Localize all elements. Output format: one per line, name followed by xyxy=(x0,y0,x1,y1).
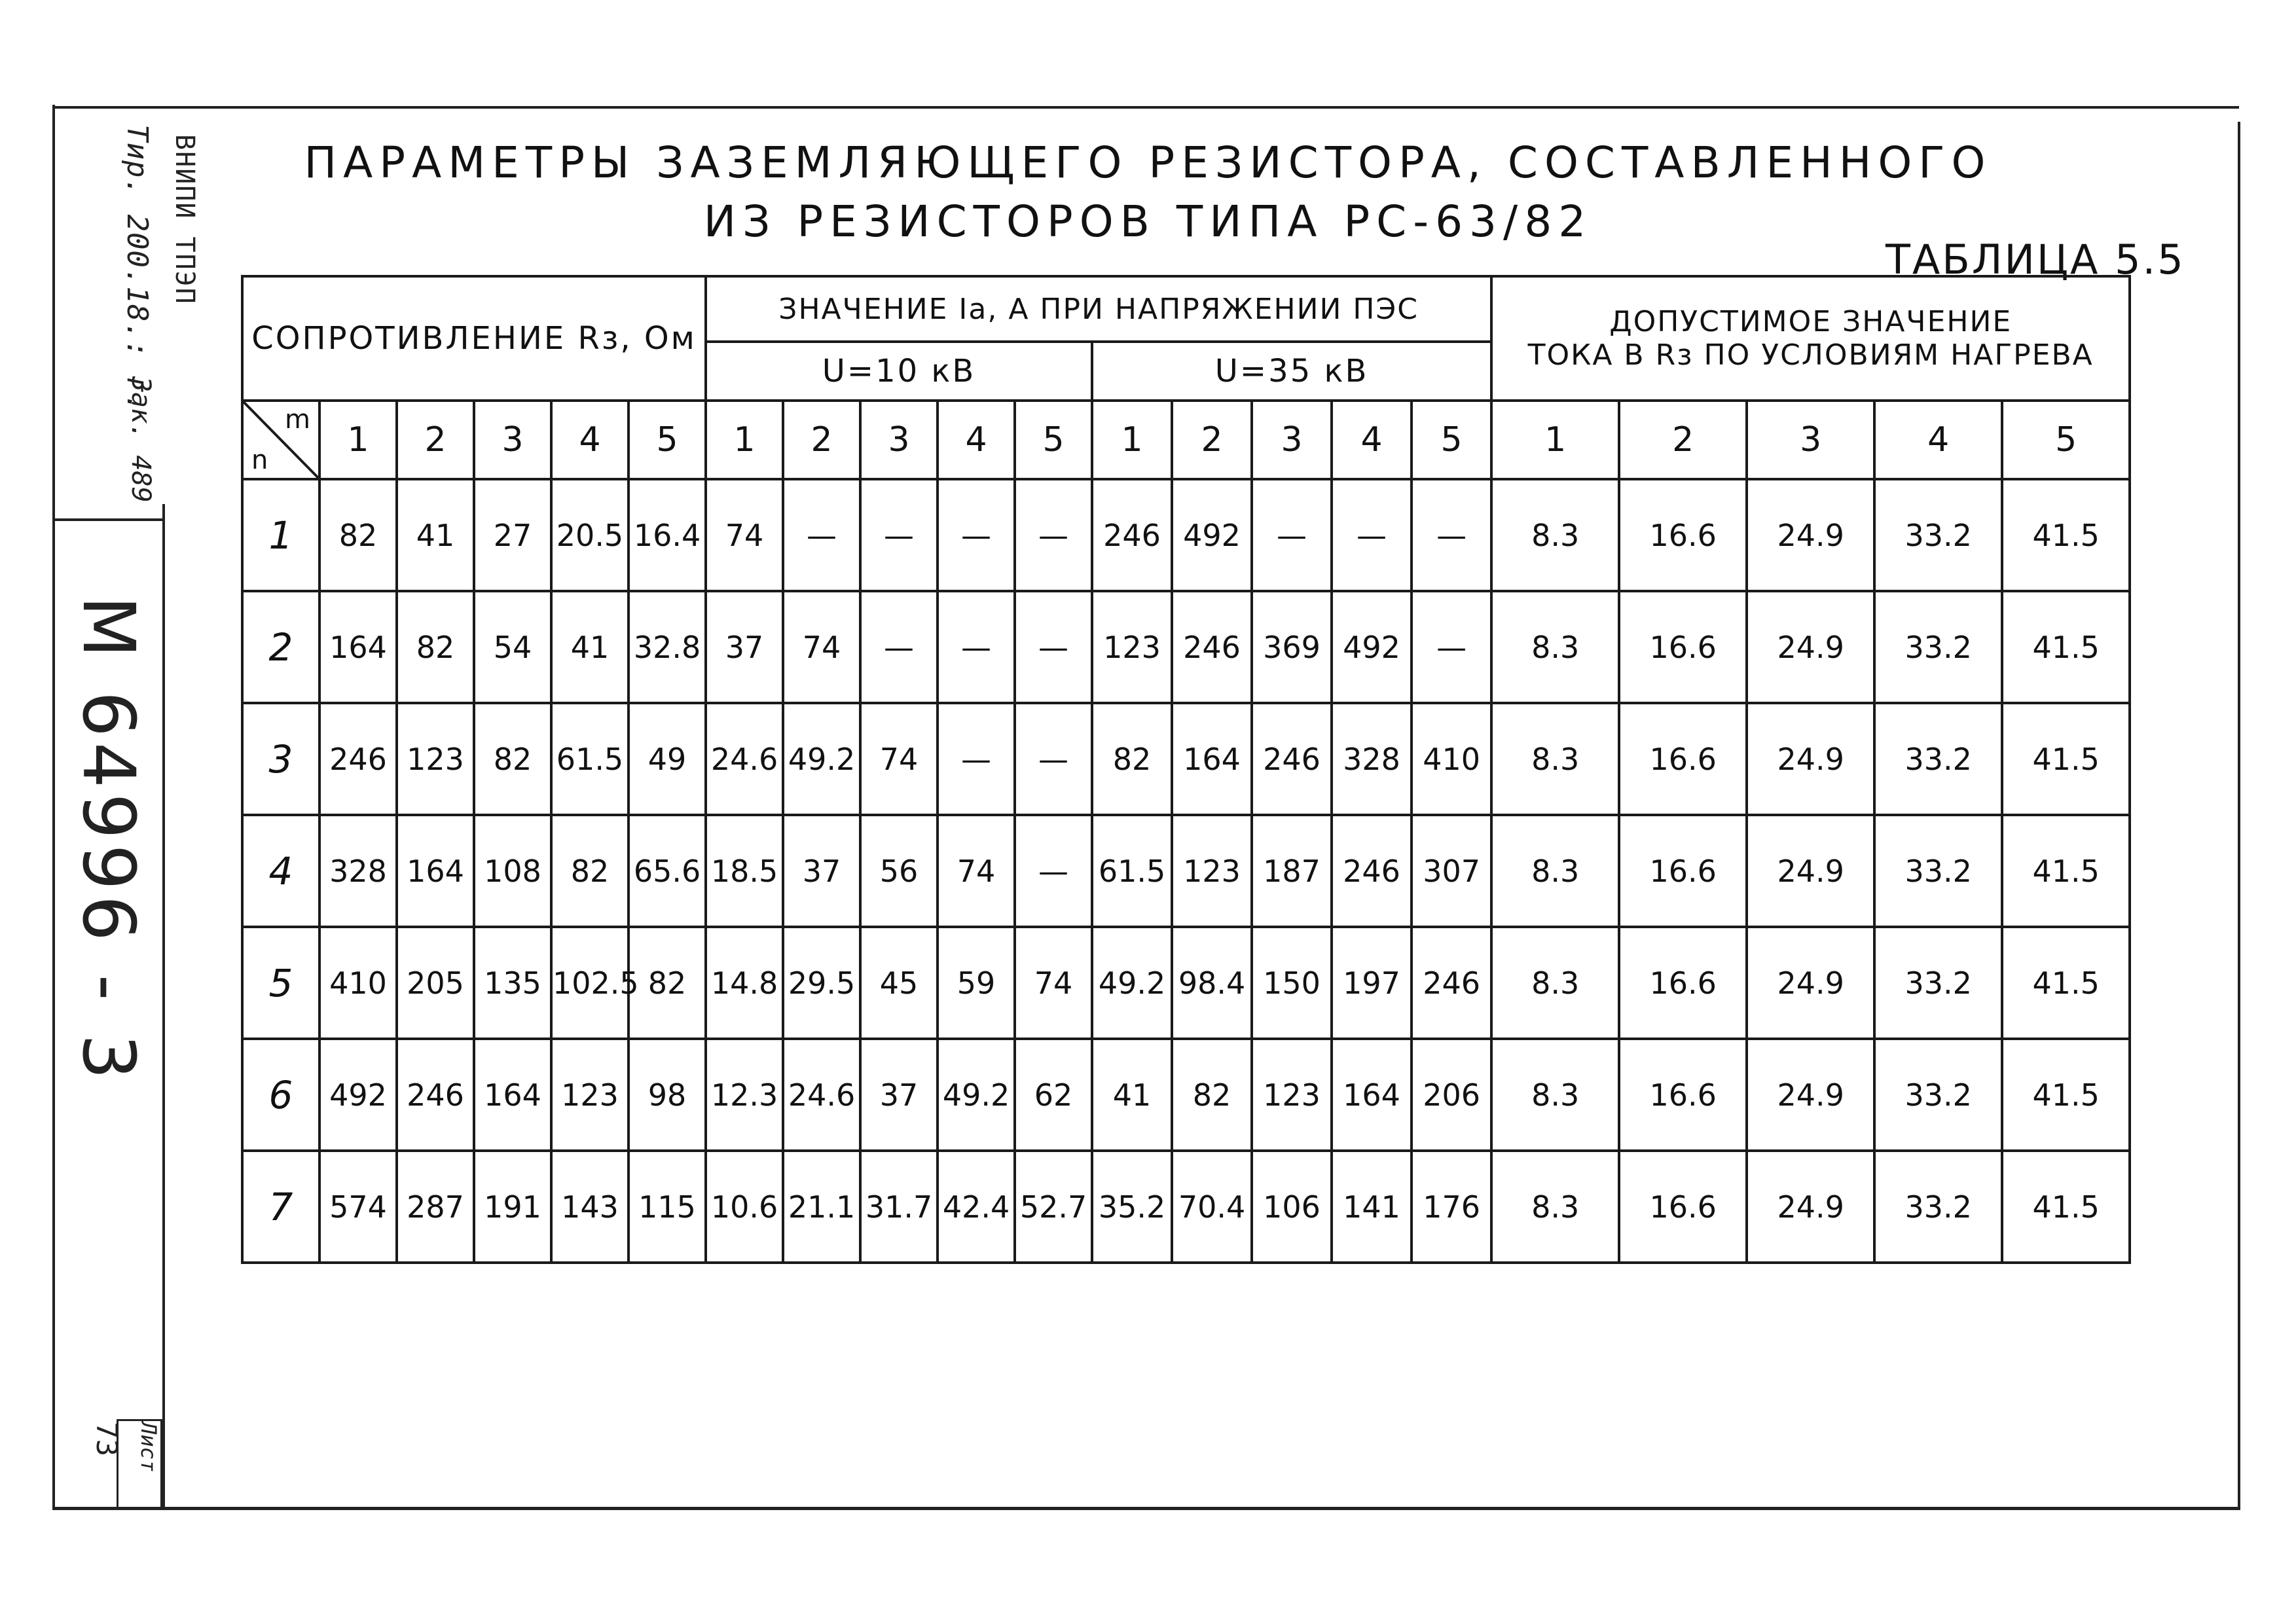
corner-n-label: n xyxy=(251,445,268,475)
document-number: М 64996 - 3 xyxy=(67,596,151,1085)
allowed-cell: 33.2 xyxy=(1874,815,2002,927)
corner-n-m-cell xyxy=(242,401,319,479)
sheet-label: Лист xyxy=(136,1422,161,1473)
i35-cell: 246 xyxy=(1412,927,1491,1039)
i35-cell: 246 xyxy=(1092,479,1172,591)
i10-cell: — xyxy=(1015,591,1092,703)
table-row xyxy=(242,591,2130,703)
col-number-i35-1: 1 xyxy=(1092,401,1172,479)
allowed-cell: 16.6 xyxy=(1619,479,1747,591)
table-number: ТАБЛИЦА 5.5 xyxy=(1886,236,2185,283)
sheet-number: 73 xyxy=(90,1422,123,1456)
i10-cell: 37 xyxy=(860,1039,938,1151)
header-row-1 xyxy=(242,276,2130,342)
resistance-cell: 123 xyxy=(551,1039,629,1151)
i35-cell: 35.2 xyxy=(1092,1151,1172,1263)
i35-cell: 141 xyxy=(1332,1151,1412,1263)
i35-cell: 307 xyxy=(1412,815,1491,927)
resistance-cell: 164 xyxy=(319,591,397,703)
current-group-header: ЗНАЧЕНИЕ Iа, А ПРИ НАПРЯЖЕНИИ ПЭС xyxy=(706,276,1491,342)
allowed-cell: 41.5 xyxy=(2002,479,2130,591)
allowed-cell: 33.2 xyxy=(1874,703,2002,815)
col-number-resistance-4: 4 xyxy=(551,401,629,479)
resistance-cell: 164 xyxy=(474,1039,551,1151)
allowed-cell: 16.6 xyxy=(1619,591,1747,703)
i35-cell: 49.2 xyxy=(1092,927,1172,1039)
voltage-10kv-header: U=10 кВ xyxy=(706,342,1092,401)
table-row xyxy=(242,1039,2130,1151)
allowed-cell: 41.5 xyxy=(2002,927,2130,1039)
i35-cell: 61.5 xyxy=(1092,815,1172,927)
resistance-cell: 98 xyxy=(629,1039,706,1151)
allowed-cell: 16.6 xyxy=(1619,1039,1747,1151)
allowed-cell: 16.6 xyxy=(1619,815,1747,927)
i10-cell: 49.2 xyxy=(783,703,860,815)
row-n-label: 7 xyxy=(242,1151,319,1263)
allowed-cell: 16.6 xyxy=(1619,927,1747,1039)
i35-cell: 123 xyxy=(1172,815,1252,927)
i35-cell: 187 xyxy=(1252,815,1332,927)
i10-cell: 24.6 xyxy=(706,703,783,815)
i35-cell: 123 xyxy=(1252,1039,1332,1151)
i10-cell: 59 xyxy=(938,927,1015,1039)
print-run-stamp: Тир. 200.18.: г. xyxy=(120,124,154,412)
resistance-cell: 61.5 xyxy=(551,703,629,815)
page-title-line1: ПАРАМЕТРЫ ЗАЗЕМЛЯЮЩЕГО РЕЗИСТОРА, СОСТАВЛЕННОГО xyxy=(304,137,1992,188)
resistance-cell: 328 xyxy=(319,815,397,927)
resistance-cell: 65.6 xyxy=(629,815,706,927)
org-stamp: ВНИПИ ТПЭП xyxy=(170,134,200,305)
col-number-allowed-2: 2 xyxy=(1619,401,1747,479)
i35-cell: 176 xyxy=(1412,1151,1491,1263)
allowed-cell: 41.5 xyxy=(2002,703,2130,815)
i10-cell: — xyxy=(783,479,860,591)
allowed-current-group-header xyxy=(1491,276,2130,401)
allowed-cell: 16.6 xyxy=(1619,1151,1747,1263)
i10-cell: 74 xyxy=(938,815,1015,927)
i35-cell: 492 xyxy=(1332,591,1412,703)
resistance-cell: 191 xyxy=(474,1151,551,1263)
col-number-allowed-4: 4 xyxy=(1874,401,2002,479)
i35-cell: 70.4 xyxy=(1172,1151,1252,1263)
column-number-row xyxy=(242,401,2130,479)
page-title-line2: ИЗ РЕЗИСТОРОВ ТИПА РС-63/82 xyxy=(703,196,1593,247)
row-n-label: 2 xyxy=(242,591,319,703)
allowed-cell: 8.3 xyxy=(1491,815,1619,927)
allowed-cell: 24.9 xyxy=(1747,927,1874,1039)
resistor-parameters-table xyxy=(241,275,2131,1264)
i35-cell: 492 xyxy=(1172,479,1252,591)
i10-cell: 18.5 xyxy=(706,815,783,927)
i10-cell: — xyxy=(860,479,938,591)
row-n-label: 5 xyxy=(242,927,319,1039)
resistance-cell: 492 xyxy=(319,1039,397,1151)
i10-cell: 12.3 xyxy=(706,1039,783,1151)
col-number-allowed-5: 5 xyxy=(2002,401,2130,479)
resistance-cell: 49 xyxy=(629,703,706,815)
i35-cell: — xyxy=(1252,479,1332,591)
i10-cell: 74 xyxy=(783,591,860,703)
i35-cell: — xyxy=(1412,479,1491,591)
allowed-header-line1: ДОПУСТИМОЕ ЗНАЧЕНИЕ xyxy=(1609,305,2013,338)
resistance-cell: 82 xyxy=(551,815,629,927)
col-number-i10-2: 2 xyxy=(783,401,860,479)
i35-cell: 98.4 xyxy=(1172,927,1252,1039)
i35-cell: 369 xyxy=(1252,591,1332,703)
allowed-cell: 33.2 xyxy=(1874,591,2002,703)
i10-cell: 42.4 xyxy=(938,1151,1015,1263)
i10-cell: — xyxy=(938,703,1015,815)
resistance-cell: 82 xyxy=(397,591,474,703)
allowed-cell: 24.9 xyxy=(1747,479,1874,591)
allowed-cell: 24.9 xyxy=(1747,1151,1874,1263)
i35-cell: — xyxy=(1332,479,1412,591)
resistance-cell: 574 xyxy=(319,1151,397,1263)
resistance-cell: 115 xyxy=(629,1151,706,1263)
i35-cell: 246 xyxy=(1252,703,1332,815)
voltage-35kv-header: U=35 кВ xyxy=(1092,342,1491,401)
i10-cell: — xyxy=(938,479,1015,591)
frame-bottom-border xyxy=(52,1507,2240,1510)
i10-cell: 21.1 xyxy=(783,1151,860,1263)
resistance-cell: 246 xyxy=(319,703,397,815)
table-row xyxy=(242,815,2130,927)
resistance-cell: 135 xyxy=(474,927,551,1039)
allowed-cell: 24.9 xyxy=(1747,815,1874,927)
i10-cell: 10.6 xyxy=(706,1151,783,1263)
i35-cell: 328 xyxy=(1332,703,1412,815)
resistance-group-header: СОПРОТИВЛЕНИЕ Rз, Ом xyxy=(242,276,706,401)
i35-cell: 206 xyxy=(1412,1039,1491,1151)
allowed-cell: 41.5 xyxy=(2002,591,2130,703)
allowed-cell: 24.9 xyxy=(1747,703,1874,815)
allowed-header-line2: ТОКА В Rз ПО УСЛОВИЯМ НАГРЕВА xyxy=(1527,338,2094,372)
col-number-i35-3: 3 xyxy=(1252,401,1332,479)
i10-cell: — xyxy=(1015,703,1092,815)
i10-cell: 37 xyxy=(783,815,860,927)
order-number-stamp: Зак. 489 xyxy=(126,376,156,503)
allowed-cell: 41.5 xyxy=(2002,1151,2130,1263)
col-number-i10-5: 5 xyxy=(1015,401,1092,479)
allowed-cell: 8.3 xyxy=(1491,1151,1619,1263)
table-row xyxy=(242,703,2130,815)
i35-cell: 123 xyxy=(1092,591,1172,703)
i35-cell: 82 xyxy=(1172,1039,1252,1151)
i10-cell: 74 xyxy=(860,703,938,815)
i10-cell: 24.6 xyxy=(783,1039,860,1151)
i10-cell: — xyxy=(860,591,938,703)
resistance-cell: 123 xyxy=(397,703,474,815)
resistance-cell: 41 xyxy=(397,479,474,591)
stamp-divider xyxy=(52,518,164,521)
allowed-cell: 24.9 xyxy=(1747,1039,1874,1151)
allowed-cell: 8.3 xyxy=(1491,591,1619,703)
col-number-allowed-3: 3 xyxy=(1747,401,1874,479)
table-row xyxy=(242,479,2130,591)
allowed-cell: 33.2 xyxy=(1874,1151,2002,1263)
frame-right-border xyxy=(2238,122,2240,1507)
col-number-allowed-1: 1 xyxy=(1491,401,1619,479)
table-row xyxy=(242,927,2130,1039)
allowed-cell: 8.3 xyxy=(1491,1039,1619,1151)
i35-cell: 41 xyxy=(1092,1039,1172,1151)
i10-cell: — xyxy=(1015,815,1092,927)
resistance-cell: 102.5 xyxy=(551,927,629,1039)
resistance-cell: 20.5 xyxy=(551,479,629,591)
frame-left-border xyxy=(52,105,55,1509)
resistance-cell: 82 xyxy=(629,927,706,1039)
i10-cell: 45 xyxy=(860,927,938,1039)
allowed-cell: 33.2 xyxy=(1874,927,2002,1039)
col-number-resistance-1: 1 xyxy=(319,401,397,479)
i10-cell: 74 xyxy=(706,479,783,591)
resistance-cell: 32.8 xyxy=(629,591,706,703)
resistance-cell: 143 xyxy=(551,1151,629,1263)
allowed-cell: 33.2 xyxy=(1874,1039,2002,1151)
i10-cell: — xyxy=(1015,479,1092,591)
col-number-i10-3: 3 xyxy=(860,401,938,479)
i10-cell: 52.7 xyxy=(1015,1151,1092,1263)
i10-cell: 29.5 xyxy=(783,927,860,1039)
i35-cell: 150 xyxy=(1252,927,1332,1039)
i35-cell: 106 xyxy=(1252,1151,1332,1263)
i10-cell: 49.2 xyxy=(938,1039,1015,1151)
row-n-label: 6 xyxy=(242,1039,319,1151)
i35-cell: 164 xyxy=(1172,703,1252,815)
i35-cell: — xyxy=(1412,591,1491,703)
i35-cell: 197 xyxy=(1332,927,1412,1039)
resistance-cell: 287 xyxy=(397,1151,474,1263)
frame-top-border xyxy=(52,106,2239,109)
corner-m-label: m xyxy=(285,405,310,435)
row-n-label: 1 xyxy=(242,479,319,591)
table-row xyxy=(242,1151,2130,1263)
i35-cell: 246 xyxy=(1172,591,1252,703)
i10-cell: 74 xyxy=(1015,927,1092,1039)
i35-cell: 246 xyxy=(1332,815,1412,927)
i35-cell: 82 xyxy=(1092,703,1172,815)
allowed-cell: 16.6 xyxy=(1619,703,1747,815)
i10-cell: 56 xyxy=(860,815,938,927)
resistance-cell: 82 xyxy=(474,703,551,815)
col-number-resistance-2: 2 xyxy=(397,401,474,479)
table-body xyxy=(242,479,2130,1263)
allowed-cell: 8.3 xyxy=(1491,479,1619,591)
i35-cell: 164 xyxy=(1332,1039,1412,1151)
resistance-cell: 108 xyxy=(474,815,551,927)
col-number-i10-1: 1 xyxy=(706,401,783,479)
row-n-label: 4 xyxy=(242,815,319,927)
resistance-cell: 54 xyxy=(474,591,551,703)
i10-cell: 37 xyxy=(706,591,783,703)
resistance-cell: 16.4 xyxy=(629,479,706,591)
allowed-cell: 41.5 xyxy=(2002,1039,2130,1151)
resistance-cell: 82 xyxy=(319,479,397,591)
i10-cell: — xyxy=(938,591,1015,703)
i10-cell: 31.7 xyxy=(860,1151,938,1263)
i10-cell: 14.8 xyxy=(706,927,783,1039)
resistance-cell: 246 xyxy=(397,1039,474,1151)
resistance-cell: 164 xyxy=(397,815,474,927)
allowed-cell: 24.9 xyxy=(1747,591,1874,703)
i35-cell: 410 xyxy=(1412,703,1491,815)
resistance-cell: 27 xyxy=(474,479,551,591)
col-number-resistance-3: 3 xyxy=(474,401,551,479)
col-number-i35-2: 2 xyxy=(1172,401,1252,479)
resistance-cell: 410 xyxy=(319,927,397,1039)
col-number-i10-4: 4 xyxy=(938,401,1015,479)
allowed-cell: 8.3 xyxy=(1491,927,1619,1039)
col-number-i35-5: 5 xyxy=(1412,401,1491,479)
i10-cell: 62 xyxy=(1015,1039,1092,1151)
allowed-cell: 8.3 xyxy=(1491,703,1619,815)
resistance-cell: 205 xyxy=(397,927,474,1039)
allowed-cell: 41.5 xyxy=(2002,815,2130,927)
stamp-column-border xyxy=(162,504,165,1509)
col-number-resistance-5: 5 xyxy=(629,401,706,479)
col-number-i35-4: 4 xyxy=(1332,401,1412,479)
resistance-cell: 41 xyxy=(551,591,629,703)
allowed-cell: 33.2 xyxy=(1874,479,2002,591)
row-n-label: 3 xyxy=(242,703,319,815)
